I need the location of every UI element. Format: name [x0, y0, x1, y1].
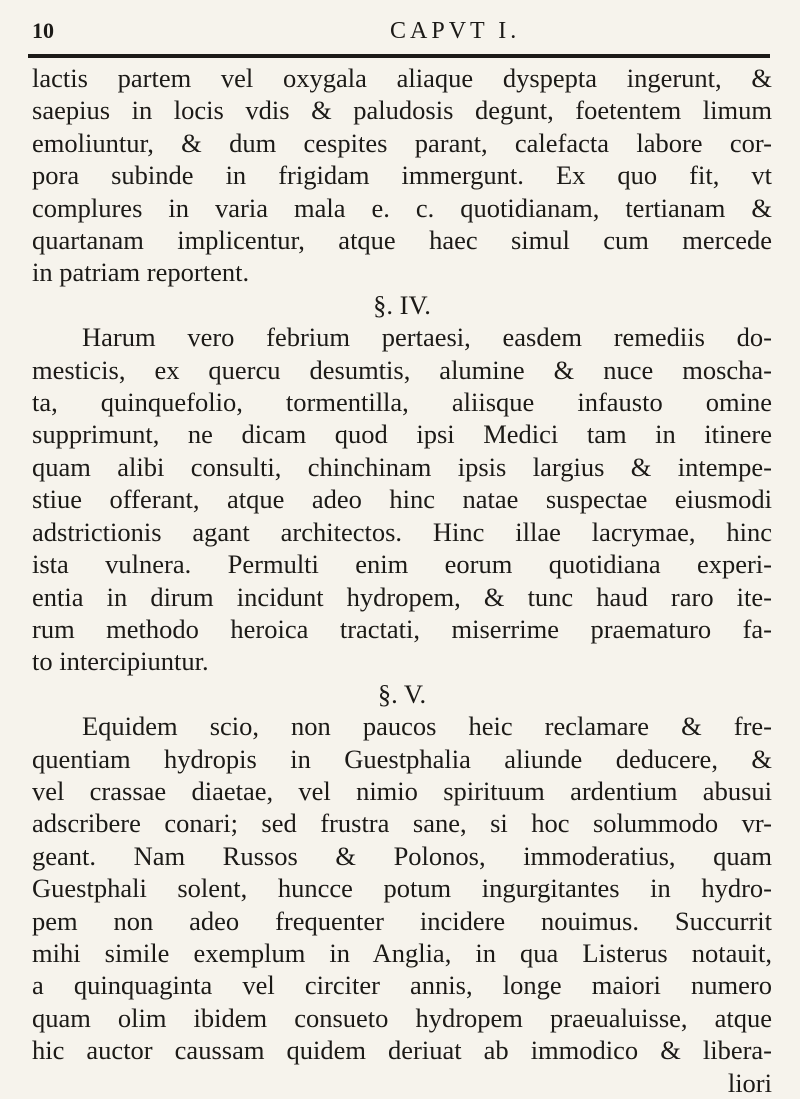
text-line: Equidem scio, non paucos heic reclamare & fre- [82, 711, 772, 742]
text-line: adstrictionis agant architectos. Hinc illae lacrymae, hinc [32, 516, 772, 547]
text-line: to intercipiuntur. [32, 646, 209, 677]
page-header [30, 12, 770, 52]
text-line: pem non adeo frequenter incidere nouimus. Succurrit [32, 905, 772, 936]
page-number: 10 [32, 18, 54, 43]
text-line: entia in dirum incidunt hydropem, & tunc haud raro ite- [32, 581, 772, 612]
text-line: quam alibi consulti, chinchinam ipsis largius & intempe- [32, 451, 772, 482]
text-line: supprimunt, ne dicam quod ipsi Medici tam in itinere [32, 419, 772, 450]
text-line: complures in varia mala e. c. quotidianam, tertianam & [32, 192, 772, 223]
text-line: in patriam reportent. [32, 257, 250, 288]
text-line: mesticis, ex quercu desumtis, alumine & nuce moscha- [32, 354, 772, 385]
body-text [32, 62, 772, 1099]
running-title: CAPVT I. [390, 18, 521, 44]
text-line: emoliuntur, & dum cespites parant, calefacta labore cor- [32, 127, 772, 158]
text-line: saepius in locis vdis & paludosis degunt, foetentem limum [32, 95, 772, 126]
text-line: mihi simile exemplum in Anglia, in qua Listerus notauit, [32, 937, 772, 968]
text-line: ta, quinquefolio, tormentilla, aliisque infausto omine [32, 387, 772, 418]
text-line: a quinquaginta vel circiter annis, longe maiori numero [32, 970, 772, 1001]
text-line: quentiam hydropis in Guestphalia aliunde deducere, & [32, 743, 772, 774]
text-line: quam olim ibidem consueto hydropem praeualuisse, atque [32, 1002, 772, 1033]
text-line: ista vulnera. Permulti enim eorum quotidiana experi- [32, 549, 772, 580]
catchword: liori [727, 1067, 772, 1098]
text-line: hic auctor caussam quidem deriuat ab immodico & libera- [32, 1035, 772, 1066]
text-line: rum methodo heroica tractati, miserrime praematuro fa- [32, 613, 772, 644]
text-line: adscribere conari; sed frustra sane, si hoc solummodo vr- [32, 808, 772, 839]
header-rule [28, 54, 770, 58]
section-heading: §. V. [377, 678, 427, 709]
text-line: pora subinde in frigidam immergunt. Ex quo fit, vt [32, 160, 772, 191]
section-heading: §. IV. [373, 289, 431, 320]
text-line: stiue offerant, atque adeo hinc natae suspectae eiusmodi [32, 484, 772, 515]
text-line: vel crassae diaetae, vel nimio spirituum ardentium abusui [32, 775, 772, 806]
text-line: quartanam implicentur, atque haec simul cum mercede [32, 225, 772, 256]
text-line: Guestphali solent, huncce potum ingurgitantes in hydro- [32, 873, 772, 904]
text-line: lactis partem vel oxygala aliaque dyspepta ingerunt, & [32, 63, 772, 93]
text-line: Harum vero febrium pertaesi, easdem remediis do- [82, 322, 772, 353]
text-line: geant. Nam Russos & Polonos, immoderatius, quam [32, 840, 772, 871]
